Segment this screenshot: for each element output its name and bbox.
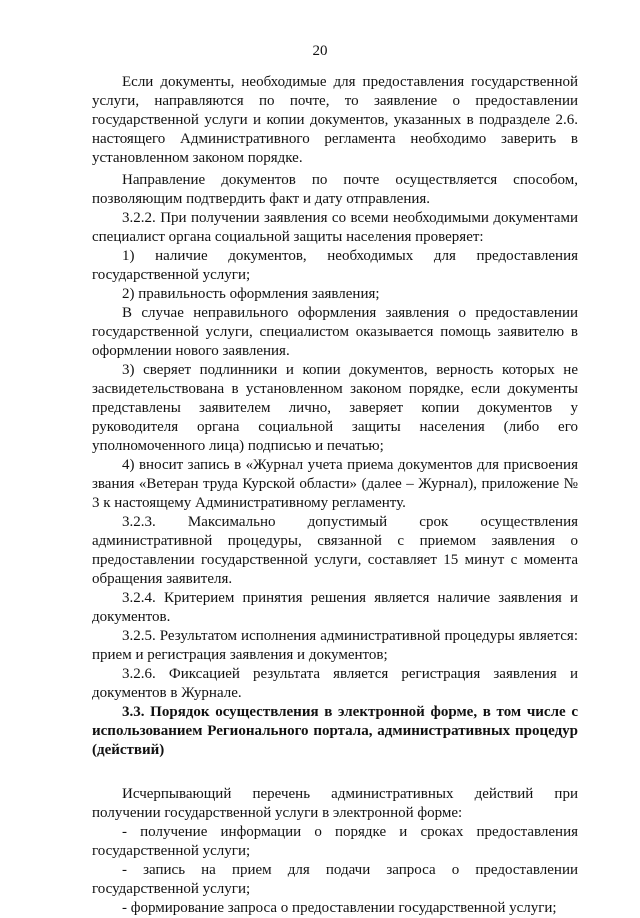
list-item-information: - получение информации о порядке и сроках предоставления государственной услуги;	[92, 824, 578, 859]
paragraph-mail-certification: Если документы, необходимые для предоставления государственной услуги, направляются по почте, то заявление о предоставлении государственной услуги и копии документов, указанных в подразделе 2.6. настоящего Административного регламента необходимо заверить в установленном законом порядке.	[92, 74, 578, 166]
list-item-request-forming: - формирование запроса о предоставлении государственной услуги;	[122, 900, 557, 916]
paragraph-action-list-intro: Исчерпывающий перечень административных действий при получении государственной услуги в электронной форме:	[92, 786, 578, 821]
paragraph-check-item-4: 4) вносит запись в «Журнал учета приема документов для присвоения звания «Ветеран труда Курской области» (далее – Журнал), приложение № 3 к настоящему Административному регламенту.	[92, 457, 578, 511]
paragraph-3-2-5: 3.2.5. Результатом исполнения административной процедуры является: прием и регистрация заявления и документов;	[92, 628, 578, 663]
page-number: 20	[312, 43, 328, 59]
paragraph-check-item-3: 3) сверяет подлинники и копии документов, верность которых не засвидетельствована в установленном законом порядке, если документы представлены заявителем лично, заверяет копии документов у руководителя органа социальной защиты населения (либо его уполномоченного лица) подписью и печатью;	[92, 362, 578, 454]
paragraph-check-item-1: 1) наличие документов, необходимых для предоставления государственной услуги;	[92, 248, 578, 283]
section-heading-3-3: 3.3. Порядок осуществления в электронной форме, в том числе с использованием Регионального портала, административных процедур (действий)	[92, 704, 578, 758]
paragraph-3-2-2: 3.2.2. При получении заявления со всеми необходимыми документами специалист органа социальной защиты населения проверяет:	[92, 210, 578, 245]
paragraph-incorrect-application: В случае неправильного оформления заявления о предоставлении государственной услуги, специалистом оказывается помощь заявителю в оформлении нового заявления.	[92, 305, 578, 359]
paragraph-3-2-6: 3.2.6. Фиксацией результата является регистрация заявления и документов в Журнале.	[92, 666, 578, 701]
document-body	[92, 73, 578, 918]
paragraph-mail-method: Направление документов по почте осуществляется способом, позволяющим подтвердить факт и дату отправления.	[92, 172, 578, 207]
list-item-appointment: - запись на прием для подачи запроса о предоставлении государственной услуги;	[92, 862, 578, 897]
paragraph-3-2-4: 3.2.4. Критерием принятия решения является наличие заявления и документов.	[92, 590, 578, 625]
paragraph-check-item-2: 2) правильность оформления заявления;	[122, 286, 380, 302]
paragraph-3-2-3: 3.2.3. Максимально допустимый срок осуществления административной процедуры, связанной с приемом заявления о предоставлении государственной услуги, составляет 15 минут с момента обращения заявителя.	[92, 514, 578, 587]
